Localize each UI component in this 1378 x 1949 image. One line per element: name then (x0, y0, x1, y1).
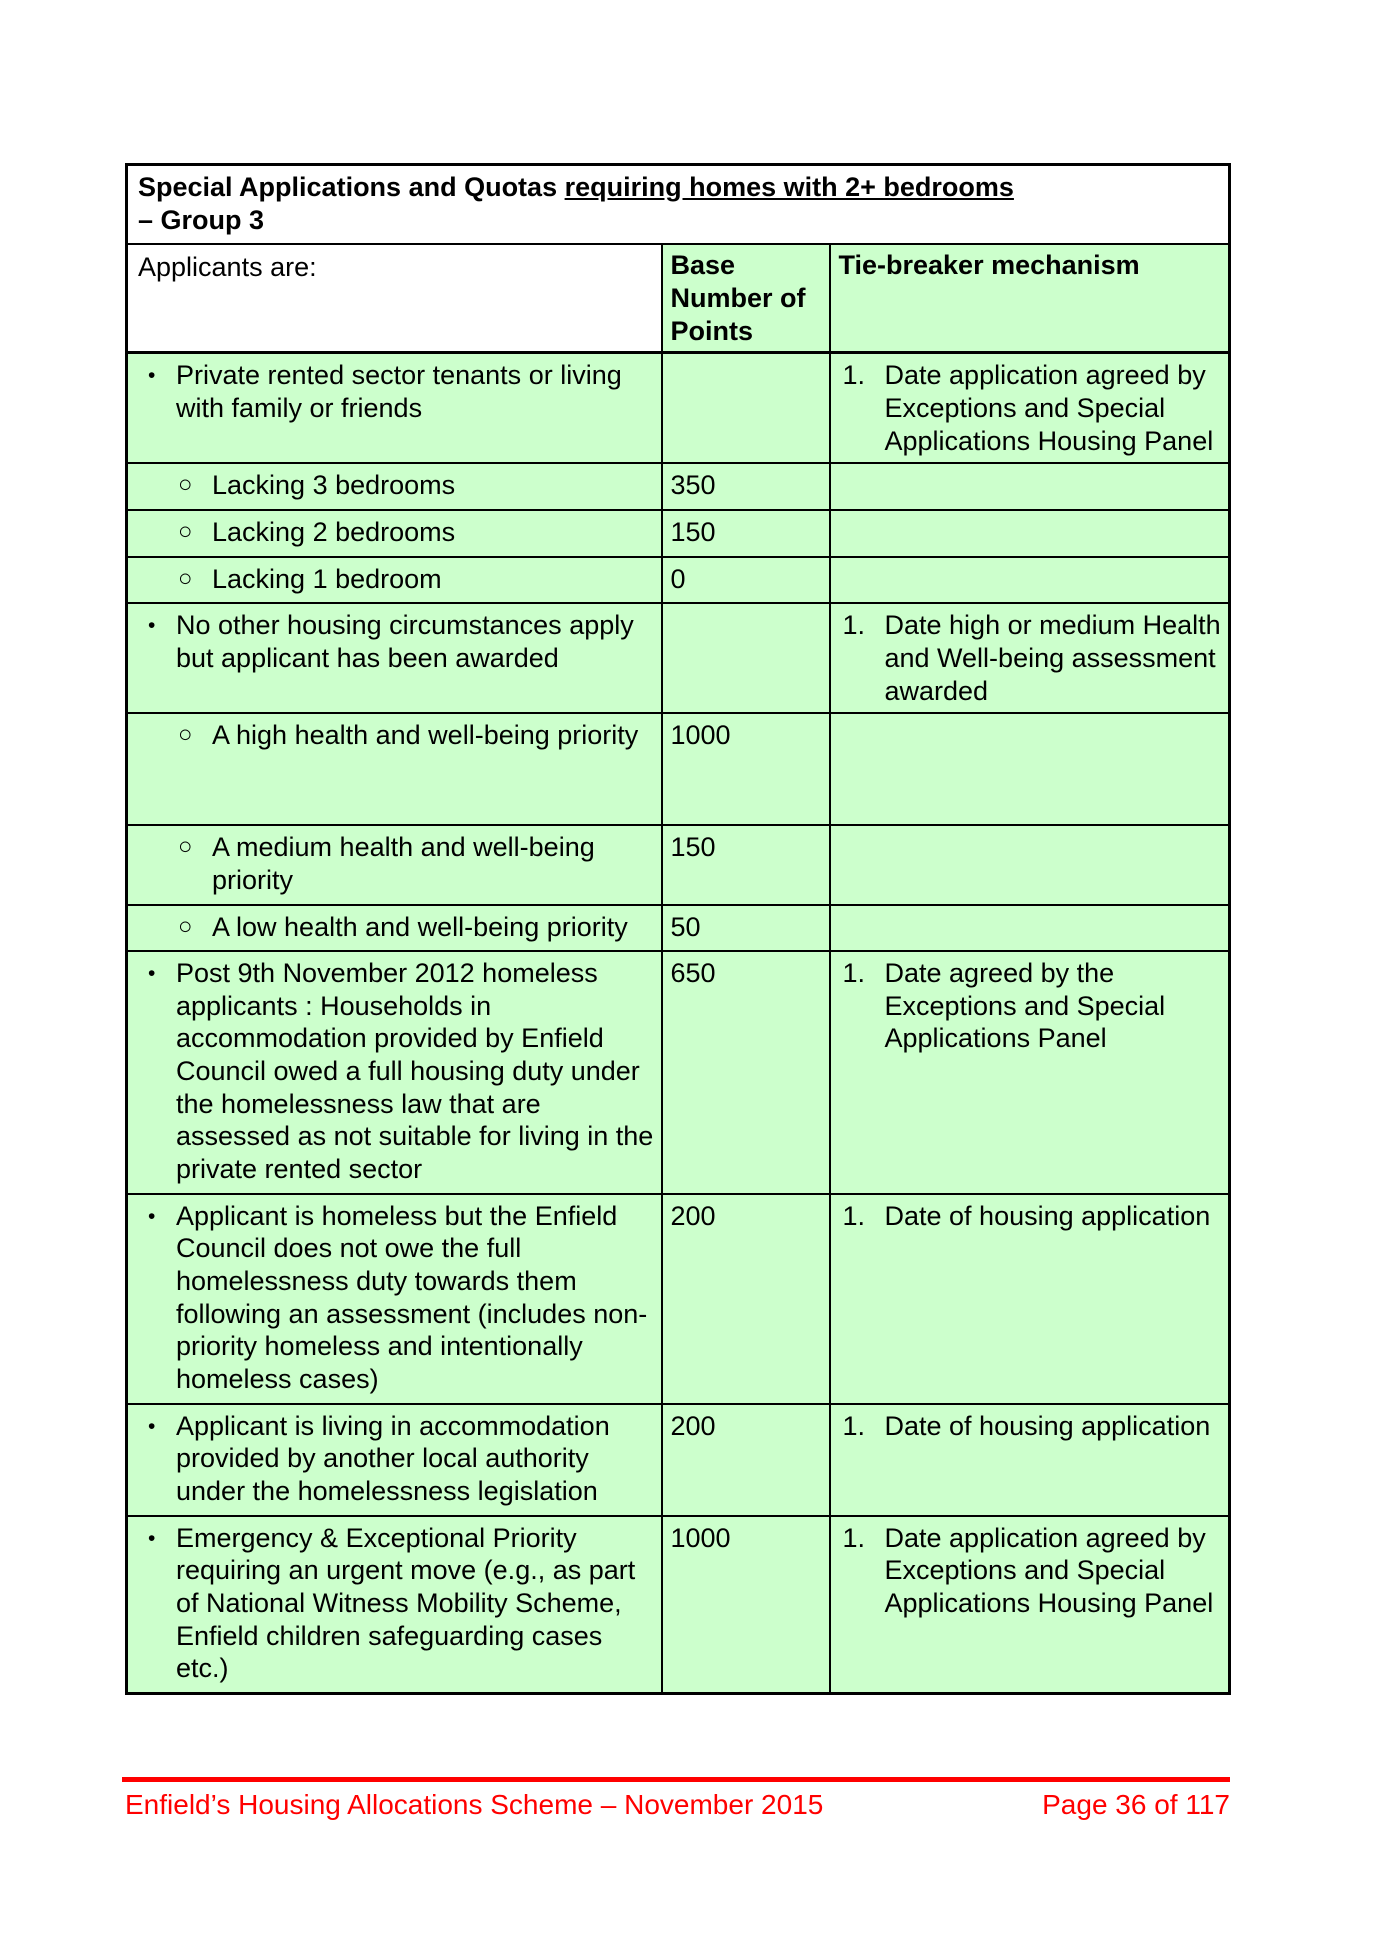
criteria-text: Private rented sector tenants or living with family or friends (176, 360, 622, 423)
criteria-text: Lacking 2 bedrooms (212, 516, 456, 547)
criteria-text: No other housing circumstances apply but applicant has been awarded (176, 610, 634, 673)
table-row (127, 825, 1230, 904)
points-cell: 0 (662, 557, 830, 604)
disc-bullet-icon: • (148, 962, 156, 986)
criteria-cell (127, 557, 662, 604)
tiebreaker-number: 1. (842, 1200, 866, 1231)
page-footer (125, 1788, 1230, 1822)
tiebreaker-item (835, 957, 1225, 1055)
criteria-item (132, 1200, 657, 1396)
criteria-cell (127, 510, 662, 557)
criteria-text: Emergency & Exceptional Priority requiring an urgent move (e.g., as part of National Witness Mobility Scheme, Enfield children safeguarding cases etc.) (176, 1522, 636, 1684)
points-cell: 150 (662, 825, 830, 904)
tiebreaker-number: 1. (842, 1410, 866, 1441)
criteria-item (132, 469, 657, 502)
criteria-item (132, 609, 657, 674)
tiebreaker-text: Date agreed by the Exceptions and Special Applications Panel (884, 958, 1166, 1054)
criteria-item (132, 563, 657, 596)
points-cell: 650 (662, 951, 830, 1194)
table-row (127, 1404, 1230, 1516)
table-title (127, 165, 1230, 245)
tiebreaker-cell (830, 463, 1230, 510)
table-title-prefix: Special Applications and Quotas (138, 172, 565, 202)
criteria-cell (127, 905, 662, 952)
circle-bullet-icon: ○ (178, 517, 193, 545)
criteria-text: Lacking 3 bedrooms (212, 470, 456, 501)
criteria-text: Applicant is homeless but the Enfield Council does not owe the full homelessness duty towards them following an assessment (includes non-priority homeless and intentionally homeless cases) (176, 1200, 648, 1395)
points-cell: 1000 (662, 1516, 830, 1694)
criteria-cell (127, 1516, 662, 1694)
allocations-table (125, 163, 1231, 1695)
tiebreaker-item (835, 1200, 1225, 1233)
criteria-cell (127, 713, 662, 825)
points-cell: 350 (662, 463, 830, 510)
table-row (127, 1516, 1230, 1694)
criteria-text: A low health and well-being priority (212, 911, 628, 942)
tiebreaker-number: 1. (842, 958, 866, 989)
table-row (127, 557, 1230, 604)
table-row (127, 905, 1230, 952)
criteria-text: A medium health and well-being priority (212, 832, 595, 895)
table-head-section (127, 165, 1230, 353)
criteria-cell (127, 353, 662, 463)
tiebreaker-cell (830, 1516, 1230, 1694)
criteria-cell (127, 825, 662, 904)
tiebreaker-text: Date application agreed by Exceptions and Special Applications Housing Panel (884, 360, 1214, 456)
tiebreaker-text: Date of housing application (884, 1410, 1211, 1441)
tiebreaker-text: Date high or medium Health and Well-being assessment awarded (884, 610, 1221, 706)
circle-bullet-icon: ○ (178, 471, 193, 499)
tiebreaker-number: 1. (842, 610, 866, 641)
footer-divider-line (122, 1777, 1230, 1782)
criteria-text: A high health and well-being priority (212, 720, 639, 751)
disc-bullet-icon: • (148, 614, 156, 638)
criteria-item (132, 516, 657, 549)
points-cell (662, 603, 830, 713)
applicants-are-label: Applicants are: (127, 244, 662, 352)
criteria-cell (127, 951, 662, 1194)
table-title-row (127, 165, 1230, 245)
points-cell: 50 (662, 905, 830, 952)
tiebreaker-item (835, 359, 1225, 457)
table-title-underlined: requiring homes with 2+ bedrooms (564, 172, 1014, 202)
tiebreaker-text: Date of housing application (884, 1200, 1211, 1231)
tiebreaker-cell (830, 951, 1230, 1194)
tiebreaker-column-header: Tie-breaker mechanism (830, 244, 1230, 352)
tiebreaker-cell (830, 1404, 1230, 1516)
circle-bullet-icon: ○ (178, 564, 193, 592)
tiebreaker-cell (830, 825, 1230, 904)
disc-bullet-icon: • (148, 1414, 156, 1438)
disc-bullet-icon: • (148, 1204, 156, 1228)
criteria-item (132, 1410, 657, 1508)
tiebreaker-cell (830, 1194, 1230, 1404)
criteria-item (132, 911, 657, 944)
table-title-line2: – Group 3 (138, 204, 265, 235)
criteria-item (132, 1522, 657, 1685)
tiebreaker-cell (830, 557, 1230, 604)
criteria-item (132, 957, 657, 1186)
table-row (127, 603, 1230, 713)
circle-bullet-icon: ○ (178, 912, 193, 940)
tiebreaker-cell (830, 603, 1230, 713)
circle-bullet-icon: ○ (178, 721, 193, 749)
criteria-text: Lacking 1 bedroom (212, 563, 442, 594)
table-row (127, 1194, 1230, 1404)
table-row (127, 713, 1230, 825)
tiebreaker-cell (830, 510, 1230, 557)
criteria-text: Applicant is living in accommodation provided by another local authority under the homelessness legislation (176, 1410, 610, 1506)
criteria-item (132, 831, 657, 896)
circle-bullet-icon: ○ (178, 833, 193, 861)
criteria-text: Post 9th November 2012 homeless applicants : Households in accommodation provided by Enfield Council owed a full housing duty under the homelessness law that are assessed as not suitable for living in the private rented sector (176, 958, 654, 1185)
table-row (127, 951, 1230, 1194)
points-cell: 1000 (662, 713, 830, 825)
table-row (127, 353, 1230, 463)
tiebreaker-cell (830, 353, 1230, 463)
tiebreaker-item (835, 609, 1225, 707)
footer-page-number: Page 36 of 117 (1042, 1789, 1230, 1820)
criteria-cell (127, 463, 662, 510)
tiebreaker-item (835, 1522, 1225, 1620)
tiebreaker-cell (830, 713, 1230, 825)
tiebreaker-number: 1. (842, 1522, 866, 1553)
tiebreaker-cell (830, 905, 1230, 952)
points-cell: 200 (662, 1404, 830, 1516)
tiebreaker-text: Date application agreed by Exceptions and Special Applications Housing Panel (884, 1522, 1214, 1618)
tiebreaker-item (835, 1410, 1225, 1443)
table-row (127, 463, 1230, 510)
points-cell (662, 353, 830, 463)
criteria-cell (127, 1194, 662, 1404)
disc-bullet-icon: • (148, 1526, 156, 1550)
points-cell: 150 (662, 510, 830, 557)
criteria-item (132, 719, 657, 752)
table-body-section (127, 353, 1230, 1694)
disc-bullet-icon: • (148, 364, 156, 388)
criteria-cell (127, 1404, 662, 1516)
table-row (127, 510, 1230, 557)
footer-document-title: Enfield’s Housing Allocations Scheme – November 2015 (125, 1789, 824, 1820)
criteria-item (132, 359, 657, 424)
tiebreaker-number: 1. (842, 360, 866, 391)
criteria-cell (127, 603, 662, 713)
points-cell: 200 (662, 1194, 830, 1404)
table-header-row (127, 244, 1230, 352)
base-points-column-header: Base Number of Points (662, 244, 830, 352)
table-title-line1 (138, 171, 1218, 204)
